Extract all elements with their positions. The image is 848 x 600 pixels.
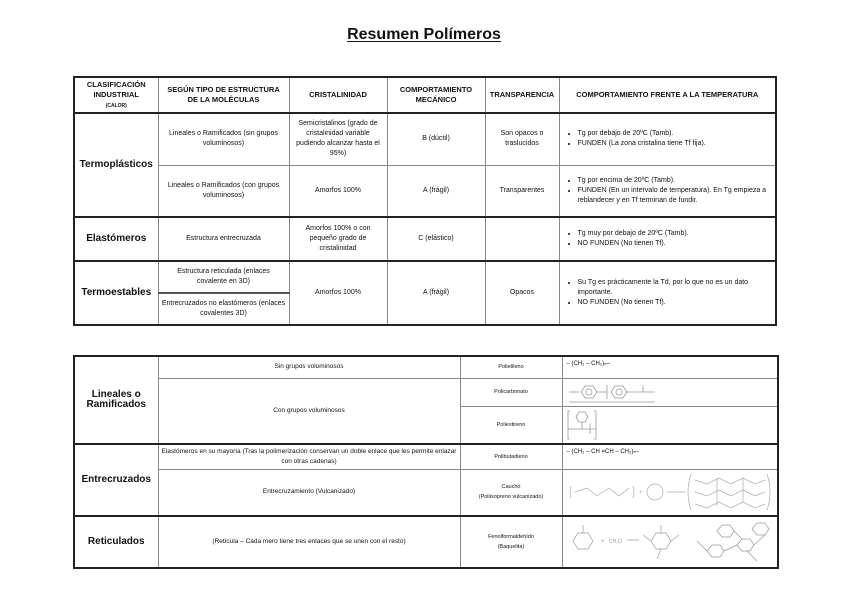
polymer-policarbonato: Policarbonato <box>460 378 562 406</box>
polymer-poliestireno: Poliestireno <box>460 406 562 444</box>
header-clasificacion: CLASIFICACIÓN INDUSTRIAL (CALOR) <box>74 77 158 113</box>
row-label-termoestables: Termoestables <box>74 261 158 325</box>
cell-transparencia: Transparentes <box>485 165 559 217</box>
table-row <box>74 165 776 217</box>
cell-estructura: Estructura reticulada (enlaces covalente en 3D) <box>158 261 289 293</box>
cell-mecanico: C (elástico) <box>387 217 485 261</box>
table-row <box>74 356 778 378</box>
structure-baquelita-image <box>562 516 778 568</box>
table-row <box>74 516 778 568</box>
svg-text:+: + <box>600 538 605 545</box>
structure-classification-table <box>73 355 779 569</box>
cell-reticula-desc: (Retícula – Cada mero tiene tres enlaces que se unen con el resto) <box>158 516 460 568</box>
table-row <box>74 261 776 293</box>
cell-cristalinidad: Amorfos 100% <box>289 261 387 325</box>
structure-policarbonato-image <box>562 378 778 406</box>
header-mecanico: COMPORTAMIENTO MECÁNICO <box>387 77 485 113</box>
header-cristalinidad: CRISTALINIDAD <box>289 77 387 113</box>
cell-elastomeros-desc: Elastómeros en su mayoría (Tras la polimerización conservan un doble enlace que les permite enlazar con otras cadenas) <box>158 444 460 470</box>
cell-transparencia: Opacos <box>485 261 559 325</box>
cell-estructura: Entrecruzados no elastómeros (enlaces covalentes 3D) <box>158 293 289 325</box>
row-label-lineales: Lineales o Ramificados <box>74 356 158 444</box>
cell-temperatura: • Tg por encima de 20ºC (Tamb). • FUNDEN (En un intervalo de temperatura). En Tg empieza a reblandecer y en Tf terminan de fundir. <box>559 165 776 217</box>
cell-vulcanizado-desc: Entrecruzamiento (Vulcanizado) <box>158 470 460 516</box>
header-row <box>74 77 776 113</box>
table-row <box>74 113 776 165</box>
svg-text:CH₂O: CH₂O <box>608 538 622 545</box>
formula-polietileno: – (CH₂ – CH₂)ₙ– <box>562 356 778 378</box>
cell-estructura: Estructura entrecruzada <box>158 217 289 261</box>
cell-temperatura: • Su Tg es prácticamente la Td, por lo que no es un dato importante. • NO FUNDEN (No tienen Tf). <box>559 261 776 325</box>
polymer-polibutadieno: Polibutadieno <box>460 444 562 470</box>
row-label-elastomeros: Elastómeros <box>74 217 158 261</box>
polymer-polietileno: Polietileno <box>460 356 562 378</box>
row-label-entrecruzados: Entrecruzados <box>74 444 158 516</box>
cell-estructura: Lineales o Ramificados (sin grupos voluminosos) <box>158 113 289 165</box>
cell-mecanico: A (frágil) <box>387 261 485 325</box>
cell-estructura: Lineales o Ramificados (con grupos voluminosos) <box>158 165 289 217</box>
cell-cristalinidad: Semicristalinos (grado de cristalinidad variable pudiendo alcanzar hasta el 95%) <box>289 113 387 165</box>
cell-sin-grupos: Sin grupos voluminosos <box>158 356 460 378</box>
svg-text:+: + <box>638 490 643 497</box>
formula-polibutadieno: – (CH₂ – CH =CH – CH₂)ₙ– <box>562 444 778 470</box>
header-temperatura: COMPORTAMIENTO FRENTE A LA TEMPERATURA <box>559 77 776 113</box>
cell-con-grupos: Con grupos voluminosos <box>158 378 460 444</box>
structure-caucho-image <box>562 470 778 516</box>
cell-transparencia <box>485 217 559 261</box>
cell-mecanico: A (frágil) <box>387 165 485 217</box>
table-row <box>74 217 776 261</box>
cell-cristalinidad: Amorfos 100% o con pequeño grado de cristalinidad <box>289 217 387 261</box>
header-transparencia: TRANSPARENCIA <box>485 77 559 113</box>
cell-temperatura: • Tg por debajo de 20ºC (Tamb). • FUNDEN (La zona cristalina tiene Tf fija). <box>559 113 776 165</box>
cell-temperatura: • Tg muy por debajo de 20ºC (Tamb). • NO FUNDEN (No tienen Tf). <box>559 217 776 261</box>
table-row <box>74 378 778 406</box>
polymer-fenolformaldehido: Fenolformaldehído (Baquelita) <box>460 516 562 568</box>
page-title: Resumen Polímeros <box>347 26 501 43</box>
table-row <box>74 444 778 470</box>
row-label-reticulados: Reticulados <box>74 516 158 568</box>
polymer-summary-table <box>73 76 777 326</box>
cell-transparencia: Son opacos o traslucidos <box>485 113 559 165</box>
structure-poliestireno-image <box>562 406 778 444</box>
table-row <box>74 470 778 516</box>
cell-mecanico: B (dúctil) <box>387 113 485 165</box>
cell-cristalinidad: Amorfos 100% <box>289 165 387 217</box>
polymer-caucho: Caucho (Poliisopreno vulcanizado) <box>460 470 562 516</box>
row-label-termoplasticos: Termoplásticos <box>74 113 158 217</box>
header-estructura: SEGÚN TIPO DE ESTRUCTURA DE LA MOLÉCULAS <box>158 77 289 113</box>
